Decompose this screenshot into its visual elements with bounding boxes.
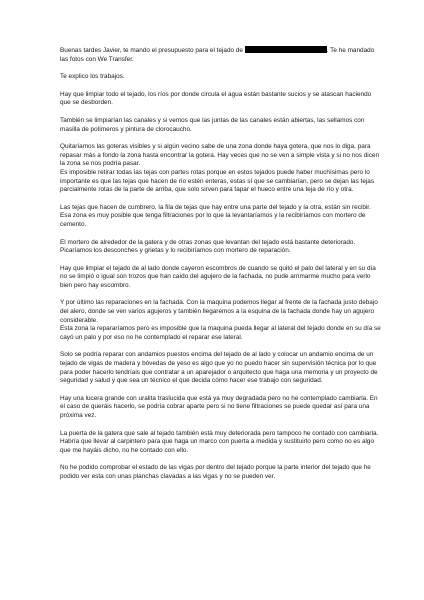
- greeting-text: Buenas tardes Javier, te mando el presupuesto para el tejado de: [60, 47, 243, 54]
- greeting-text-after: . Te he mandado las fotos con We Transfer.: [60, 47, 375, 63]
- letter-body: [60, 46, 382, 491]
- redaction-bar: [245, 46, 327, 53]
- paragraph-beams: No he podido comprobar el estado de las vigas por dentro del tejado porque la parte interior del tejado que he podido ver esta con unas planchas clavadas a las vigas y no se pueden ver.: [60, 464, 371, 480]
- paragraph-broken-tiles: Es imposible retirar todas las tejas con partes rotas porque en estos tejados puede haber muchísimas pero lo importante es que las tejas que hacen de río estén enteras, estas sí que se cambiarían, pero se dejan las tejas parcialmente rotas de la parte de arriba, que solo sirven para tapar el hueco entre una teja de río y otra.: [60, 168, 375, 194]
- paragraph-hatch-door: La puerta de la gatera que sale al tejado también está muy deteriorada pero tampoco he contado con cambiarla. Habría que llevar al carpintero para que haga un marco con puerta a medida y sustituirlo pero como no es algo que me hayáis dicho, no he contado con ello.: [60, 429, 379, 454]
- paragraph-leaks: Quitaríamos las goteras visibles y si algún vecino sabe de una zona donde haya gotera, que nos lo diga, para repasar más a fondo la zona hasta encontrar la gotera. Hay veces que no se ven a simple vista y si no nos dicen la zona se nos podría pasar.: [60, 143, 380, 168]
- greeting-paragraph: [60, 46, 382, 64]
- paragraph-cleaning: Hay que limpiar todo el tejado, los ríos por donde circula el agua están bastante sucios y se atascan haciendo que se desborden.: [60, 90, 372, 107]
- paragraph-facade: Y por último las reparaciones en la fachada. Con la maquina podemos llegar al frente de la fachada justo debajo del alero, donde se ven varios agujeros y también llegaremos a la esquina de la fachada donde hay un agujero considerable.: [60, 299, 378, 324]
- paragraph-facade-limits: Esta zona la repararíamos pero es imposible que la maquina pueda llegar al lateral del tejado donde en su día se cayó un palo y por eso no he contemplado el reparar ese lateral.: [60, 325, 381, 341]
- paragraph-debris: Hay que limpiar el tejado de al lado donde cayeron escombros de cuando se quitó el palo del lateral y en su día no se limpió o igual son trozos que han caído del agujero de la fachada, no pude arrimarme mucho para verlo bien pero hay escombro.: [60, 264, 376, 289]
- paragraph-ridge-tiles: Las tejas que hacen de cumbrero, la fila de tejas que hay entre una parte del tejado y la otra, están sin recibir. Esa zona es muy posible que tenga filtraciones por lo que la levantaríamos y la recibiríamos con mortero de cemento.: [60, 203, 371, 228]
- paragraph-skylight: Hay una lucera grande con uralita traslucida que está ya muy degradada pero no he contemplado cambiarla. En el caso de queráis hacerlo, se podría cobrar aparte pero si no tiene filtraciones se puede quedar así para una próxima vez.: [60, 394, 378, 419]
- intro-paragraph: Te explico los trabajos.: [60, 73, 125, 81]
- paragraph-gutters: También se limpiarían las canales y si vemos que las juntas de las canales están abiertas, las sellamos con masilla de polímeros y pintura de clorocaucho.: [60, 116, 365, 133]
- paragraph-mortar: El mortero de alrededor de la gatera y de otras zonas que levantan del tejado está bastante deteriorado. Picaríamos los desconches y grietas y lo recibiríamos con mortero de reparación.: [60, 238, 356, 255]
- paragraph-scaffolding: Solo se podría reparar con andamios puestos encima del tejado de al lado y colocar un andamio encima de un tejado de vigas de madera y bóvedas de yeso es algo que yo no puedo hacer sin supervisión técnica por lo que para poder hacerlo tendríais que contratar a un aparejador o arquitecto que haga una memoria y un proyecto de seguridad y salud y que sea un técnico el que decida cómo hacer ese trabajo con seguridad.: [60, 351, 378, 385]
